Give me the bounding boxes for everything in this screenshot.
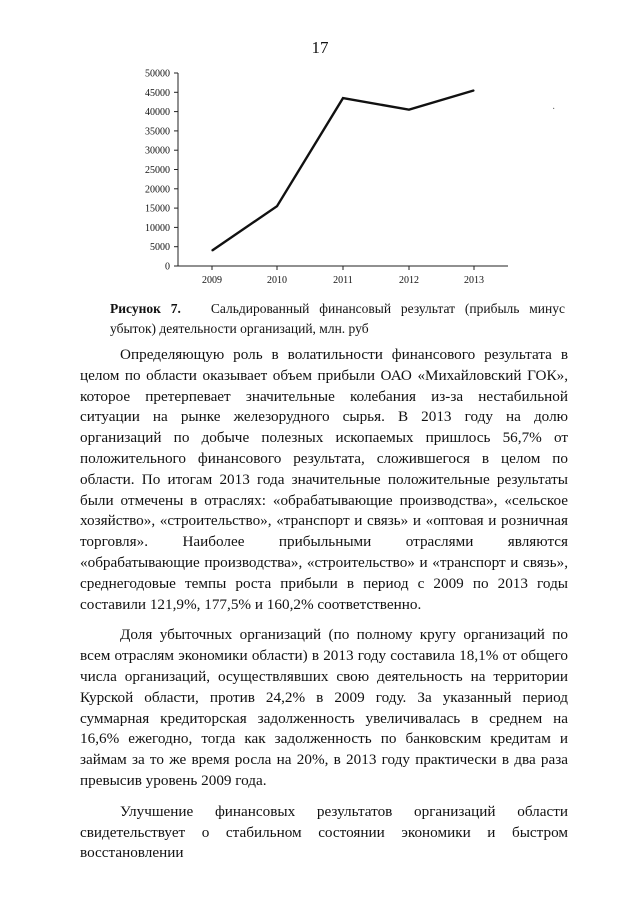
figure-caption	[110, 299, 565, 339]
page-number: 17	[311, 38, 329, 57]
y-tick-label: 50000	[145, 68, 170, 80]
x-tick-label: 2013	[464, 275, 484, 286]
figure-caption-text: Сальдированный финансовый результат (прибыль минус убыток) деятельности организаций, млн. руб	[110, 301, 565, 336]
y-tick-label: 40000	[145, 107, 170, 119]
y-tick-label: 25000	[145, 165, 170, 176]
series-line	[212, 90, 474, 250]
x-tick-label: 2012	[399, 275, 419, 286]
figure-label: Рисунок 7.	[110, 301, 181, 316]
x-tick-label: 2009	[202, 275, 222, 286]
line-chart	[0, 0, 640, 300]
y-tick-label: 10000	[145, 222, 170, 234]
data-point	[473, 90, 474, 91]
paragraph: Определяющую роль в волатильности финансового результата в целом по области оказывает объем прибыли ОАО «Михайловский ГОК», которое претерпевает значительные колебания из-за нестабильной ситуации на рынке железорудного сырья. В 2013 году на долю организаций по добыче полезных ископаемых пришлось 56,7% от положительного финансового результата, сложившегося в целом по области. По итогам 2013 года значительные положительные результаты были отмечены в отраслях: «обрабатывающие производства», «сельское хозяйство», «строительство», «транспорт и связь» и «оптовая и розничная торговля». Наиболее прибыльными отраслями являются «обрабатывающие производства», «строительство» и «транспорт и связь», среднегодовые темпы роста прибыли в период с 2009 по 2013 годы составили 121,9%, 177,5% и 160,2% соответственно.	[80, 346, 568, 613]
x-axis	[178, 266, 508, 286]
x-tick-label: 2010	[267, 275, 287, 286]
series	[211, 90, 474, 251]
y-tick-label: 45000	[145, 87, 170, 99]
data-point	[342, 98, 343, 99]
y-tick-label: 0	[165, 261, 170, 273]
y-tick-label: 35000	[145, 126, 170, 138]
y-tick-label: 20000	[145, 184, 170, 196]
y-tick-label: 15000	[145, 203, 170, 215]
data-point	[408, 109, 409, 110]
x-tick-label: 2011	[333, 275, 353, 286]
body-text	[80, 345, 568, 874]
data-point	[211, 250, 212, 251]
data-point	[276, 206, 277, 207]
paragraph: Доля убыточных организаций (по полному кругу организаций по всем отраслям экономики области) в 2013 году составила 18,1% от общего числа организаций, осуществлявших свою деятельность на территории Курской области, против 24,2% в 2009 году. За указанный период суммарная кредиторская задолженность увеличивалась в среднем на 16,6% ежегодно, тогда как задолженность по банковским кредитам и займам за то же время росла на 20%, в 2013 году практически в два раза превысив уровень 2009 года.	[80, 626, 568, 789]
y-tick-label: 5000	[150, 242, 170, 254]
y-axis	[145, 69, 178, 273]
y-tick-label: 30000	[145, 145, 170, 157]
scan-dot: ·	[552, 104, 556, 115]
paragraph: Улучшение финансовых результатов организаций области свидетельствует о стабильном состоянии экономики и быстром восстановлении	[80, 802, 568, 862]
